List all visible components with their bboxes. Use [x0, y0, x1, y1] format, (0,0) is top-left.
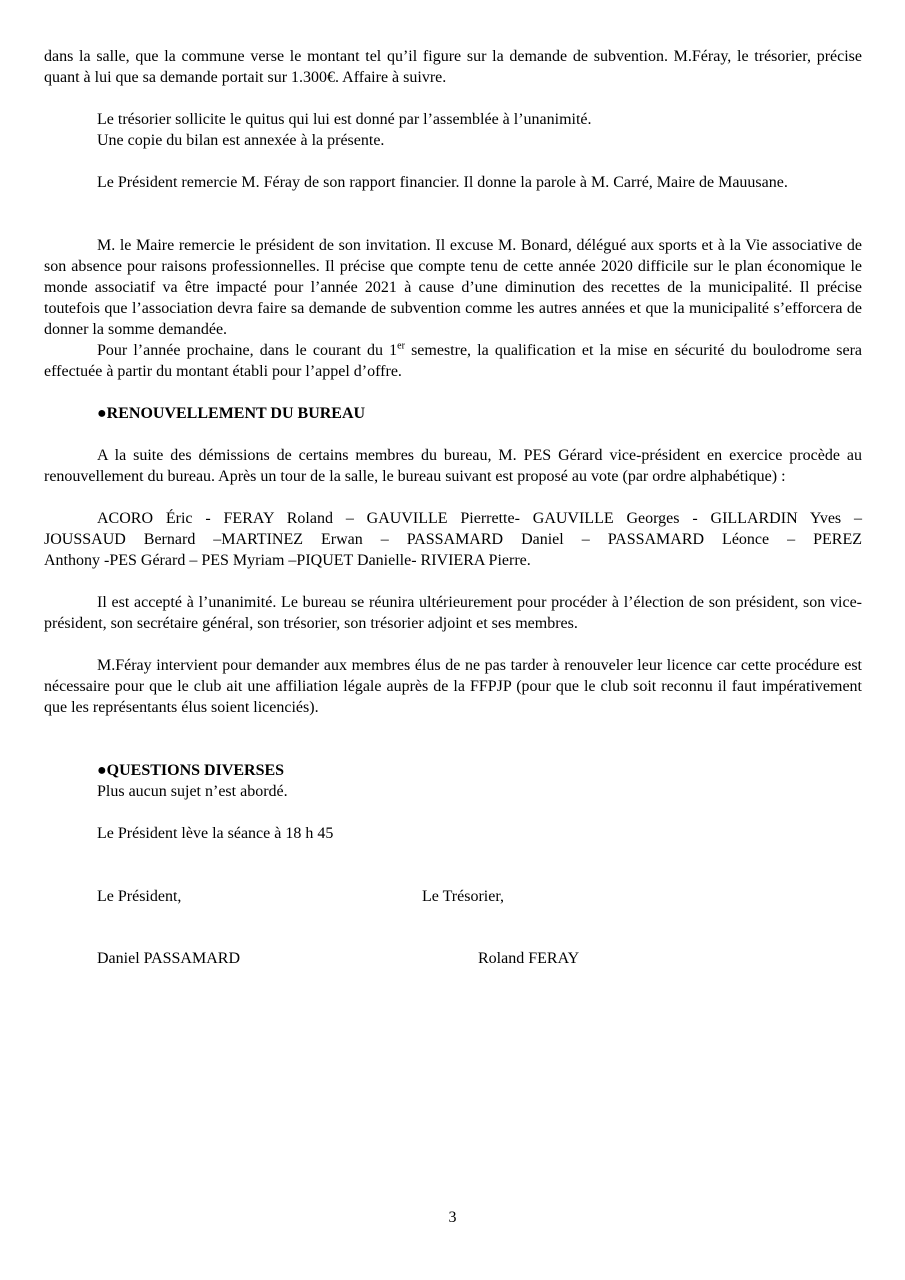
signature-president-title: Le Président, — [97, 888, 182, 905]
paragraph-licence-renewal: M.Féray intervient pour demander aux membres élus de ne pas tarder à renouveler leur licence car cette procédure est nécessaire pour que le club ait une affiliation légale auprès de la FFPJP (pour que le club soit reconnu il faut impérativement que les représentants élus soient licenciés). — [44, 657, 862, 716]
paragraph-bilan-copy: Une copie du bilan est annexée à la présente. — [97, 132, 385, 149]
paragraph-no-subject: Plus aucun sujet n’est abordé. — [97, 783, 288, 800]
paragraph-mayor-speech: M. le Maire remercie le président de son invitation. Il excuse M. Bonard, délégué aux sports et à la Vie associative de son absence pour raisons professionnelles. Il précise que compte tenu de cette année 2020 difficile sur le plan économique le monde associatif va être impacté pour l’année 2021 à cause d’une diminution des recettes de la municipalité. Il précise toutefois que l’association devra faire sa demande de subvention comme les autres années et que la municipalité s’efforcera de donner la somme demandée. — [44, 237, 862, 338]
members-line-3: Anthony -PES Gérard – PES Myriam –PIQUET Danielle- RIVIERA Pierre. — [44, 552, 531, 569]
paragraph-president-thanks: Le Président remercie M. Féray de son rapport financier. Il donne la parole à M. Carré, Maire de Mauusane. — [97, 174, 788, 191]
paragraph-quitus: Le trésorier sollicite le quitus qui lui est donné par l’assemblée à l’unanimité. — [97, 111, 592, 128]
heading-text: RENOUVELLEMENT DU BUREAU — [106, 405, 366, 422]
paragraph-boulodrome — [44, 340, 862, 382]
signature-treasurer-name: Roland FERAY — [478, 950, 580, 967]
boulodrome-text-start: Pour l’année prochaine, dans le courant du 1 — [97, 342, 398, 359]
paragraph-bureau-accepted: Il est accepté à l’unanimité. Le bureau se réunira ultérieurement pour procéder à l’élection de son président, son vice-président, son secrétaire général, son trésorier, son trésorier adjoint et ses membres. — [44, 594, 862, 632]
bullet-icon: ● — [97, 405, 107, 422]
signature-president-name: Daniel PASSAMARD — [97, 950, 240, 967]
heading-text: QUESTIONS DIVERSES — [106, 762, 285, 779]
superscript-er: er — [397, 340, 405, 352]
bullet-icon: ● — [97, 762, 107, 779]
members-line-1: ACORO Éric - FERAY Roland – GAUVILLE Pierrette- GAUVILLE Georges - GILLARDIN Yves – — [97, 510, 862, 527]
members-line-2: JOUSSAUD Bernard –MARTINEZ Erwan – PASSAMARD Daniel – PASSAMARD Léonce – PEREZ — [44, 531, 862, 548]
paragraph-session-closed: Le Président lève la séance à 18 h 45 — [97, 825, 334, 842]
heading-renouvellement-bureau — [97, 403, 365, 424]
signature-treasurer-title: Le Trésorier, — [422, 888, 505, 905]
paragraph-subvention: dans la salle, que la commune verse le montant tel qu’il figure sur la demande de subvention. M.Féray, le trésorier, précise quant à lui que sa demande portait sur 1.300€. Affaire à suivre. — [44, 48, 862, 86]
heading-questions-diverses — [97, 760, 284, 781]
page-number: 3 — [448, 1209, 457, 1226]
boulodrome-text-end: semestre, la qualification et la mise en sécurité du boulodrome sera effectuée à partir du montant établi pour l’appel d’offre. — [44, 342, 863, 380]
paragraph-bureau-renewal: A la suite des démissions de certains membres du bureau, M. PES Gérard vice-président en exercice procède au renouvellement du bureau. Après un tour de la salle, le bureau suivant est proposé au vote (par ordre alphabétique) : — [44, 447, 862, 485]
